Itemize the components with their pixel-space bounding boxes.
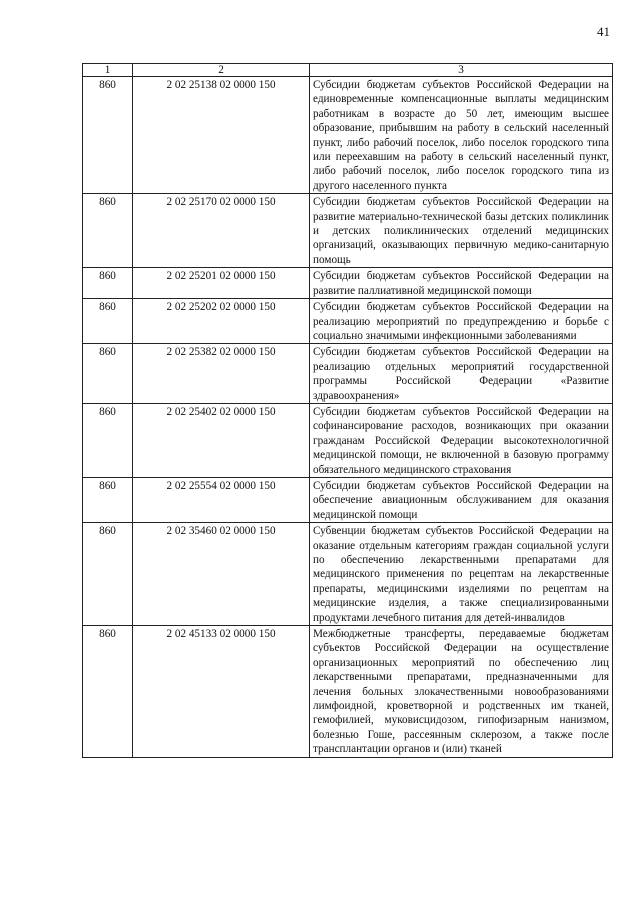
budget-code-cell: 2 02 25202 02 0000 150 [133, 299, 310, 344]
description-cell: Субсидии бюджетам субъектов Российской Федерации на софинансирование расходов, возникающих при оказании гражданам Российской Федерации высокотехнологичной медицинской помощи, не включенной в базовую программу обязательного медицинского страхования [310, 403, 613, 477]
table-row [83, 523, 613, 626]
table-row [83, 268, 613, 299]
column-header-3: 3 [310, 64, 613, 77]
description-cell: Субсидии бюджетам субъектов Российской Федерации на развитие материально-технической базы детских поликлиник и детских поликлинических отделений медицинских организаций, оказывающих первичную медико-санитарную помощь [310, 194, 613, 268]
description-cell: Субсидии бюджетам субъектов Российской Федерации на реализацию отдельных мероприятий государственной программы Российской Федерации «Развитие здравоохранения» [310, 344, 613, 404]
budget-code-cell: 2 02 25554 02 0000 150 [133, 477, 310, 522]
budget-code-cell: 2 02 25201 02 0000 150 [133, 268, 310, 299]
description-cell: Субсидии бюджетам субъектов Российской Федерации на реализацию мероприятий по предупреждению и борьбе с социально значимыми инфекционными заболеваниями [310, 299, 613, 344]
description-cell: Субсидии бюджетам субъектов Российской Федерации на обеспечение авиационным обслуживанием для оказания медицинской помощи [310, 477, 613, 522]
column-header-1: 1 [83, 64, 133, 77]
admin-code-cell: 860 [83, 194, 133, 268]
budget-code-cell: 2 02 35460 02 0000 150 [133, 523, 310, 626]
table-row [83, 626, 613, 758]
table-row [83, 344, 613, 404]
admin-code-cell: 860 [83, 77, 133, 194]
page-number: 41 [597, 24, 610, 39]
description-cell: Межбюджетные трансферты, передаваемые бюджетам субъектов Российской Федерации на осуществление организационных мероприятий по обеспечению лиц лекарственными препаратами, предназначенными для лечения больных злокачественными новообразованиями лимфоидной, кроветворной и родственных им тканей, гемофилией, муковисцидозом, гипофизарным нанизмом, болезнью Гоше, рассеянным склерозом, а также после трансплантации органов и (или) тканей [310, 626, 613, 758]
description-cell: Субвенции бюджетам субъектов Российской Федерации на оказание отдельным категориям граждан социальной услуги по обеспечению лекарственными препаратами для медицинского применения по рецептам на лекарственные препараты, медицинскими изделиями по рецептам на медицинские изделия, а также специализированными продуктами лечебного питания для детей-инвалидов [310, 523, 613, 626]
column-header-2: 2 [133, 64, 310, 77]
admin-code-cell: 860 [83, 523, 133, 626]
budget-code-cell: 2 02 25382 02 0000 150 [133, 344, 310, 404]
description-cell: Субсидии бюджетам субъектов Российской Федерации на развитие паллиативной медицинской помощи [310, 268, 613, 299]
table-row [83, 299, 613, 344]
description-cell: Субсидии бюджетам субъектов Российской Федерации на единовременные компенсационные выплаты медицинским работникам в возрасте до 50 лет, имеющим высшее образование, прибывшим на работу в сельский населенный пункт, либо рабочий поселок, либо поселок городского типа или переехавшим на работу в сельский населенный пункт, либо рабочий поселок, либо поселок городского типа из другого населенного пункта [310, 77, 613, 194]
budget-code-cell: 2 02 25170 02 0000 150 [133, 194, 310, 268]
admin-code-cell: 860 [83, 403, 133, 477]
admin-code-cell: 860 [83, 477, 133, 522]
admin-code-cell: 860 [83, 299, 133, 344]
budget-code-cell: 2 02 25402 02 0000 150 [133, 403, 310, 477]
table-row [83, 403, 613, 477]
table-header-row [83, 64, 613, 77]
table-row [83, 477, 613, 522]
admin-code-cell: 860 [83, 344, 133, 404]
admin-code-cell: 860 [83, 626, 133, 758]
table-row [83, 77, 613, 194]
admin-code-cell: 860 [83, 268, 133, 299]
budget-codes-table [82, 63, 613, 758]
table-row [83, 194, 613, 268]
budget-code-cell: 2 02 25138 02 0000 150 [133, 77, 310, 194]
budget-code-cell: 2 02 45133 02 0000 150 [133, 626, 310, 758]
